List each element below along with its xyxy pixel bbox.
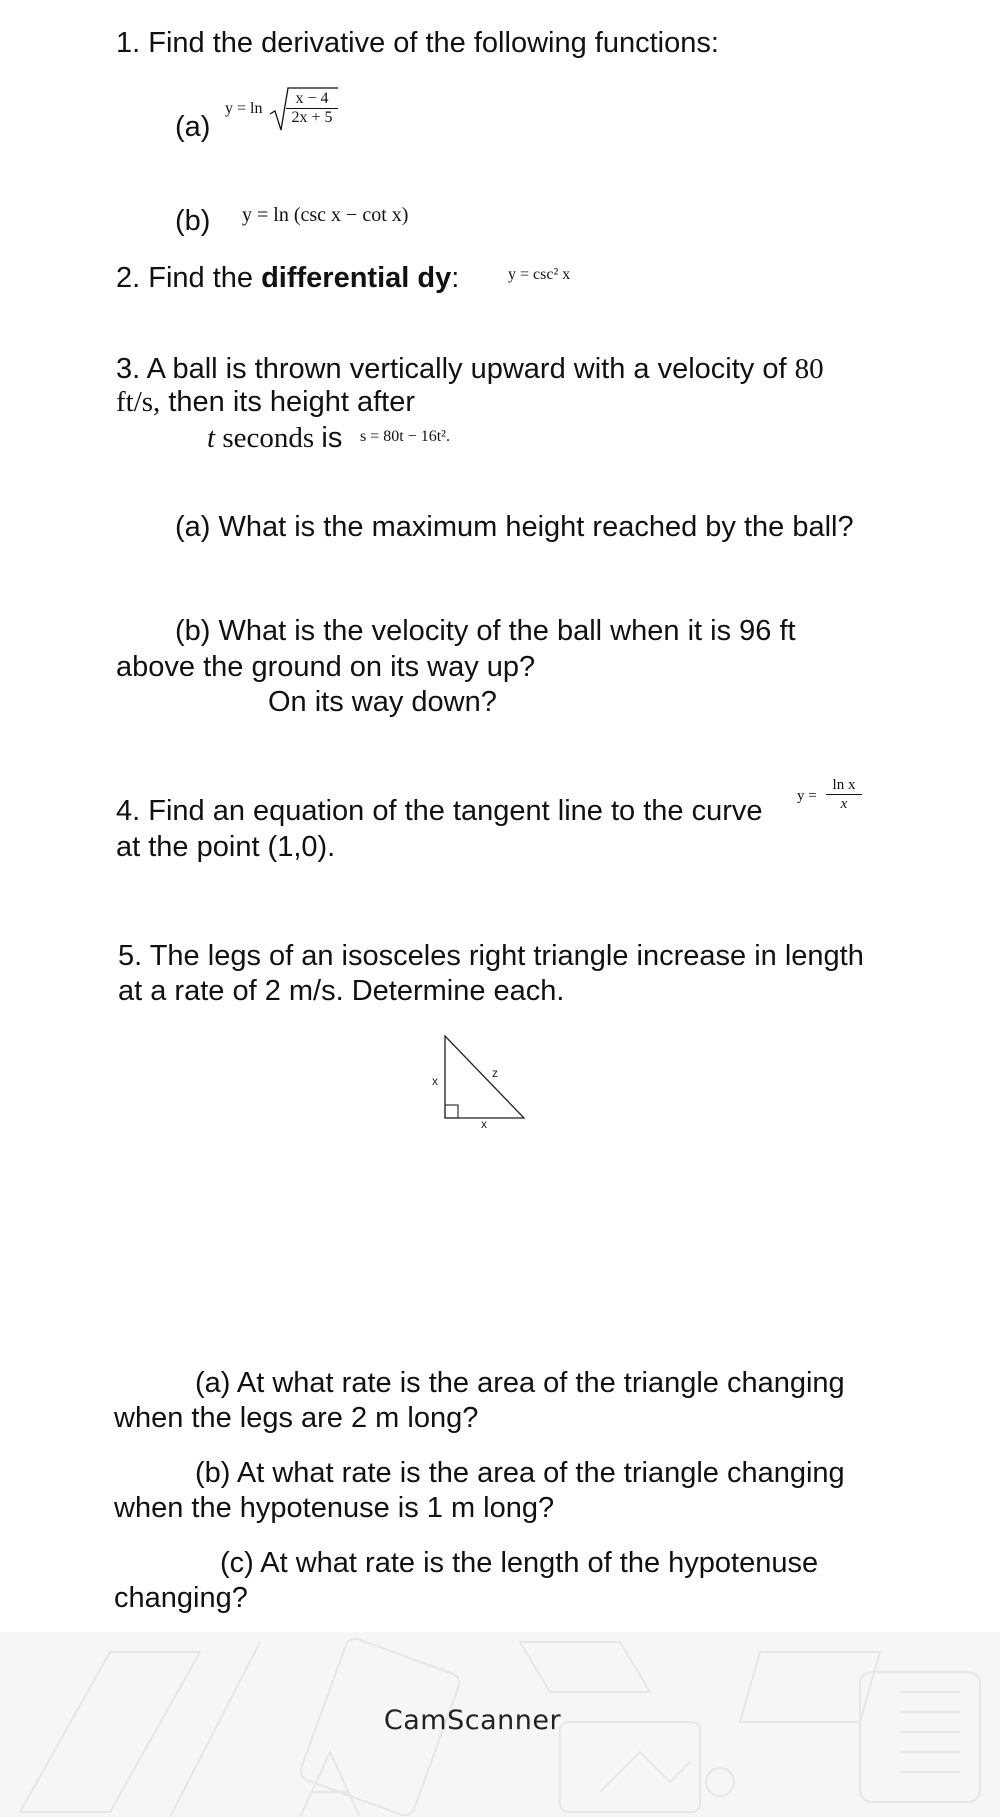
q3-line1 <box>116 352 824 387</box>
q3-unit: ft/s, <box>116 386 161 418</box>
q1a-denominator: 2x + 5 <box>291 109 333 126</box>
q1a-fraction <box>286 90 338 127</box>
q5-line1: 5. The legs of an isosceles right triangle increase in length <box>118 940 864 972</box>
q1a-label: (a) <box>175 111 211 143</box>
q2-colon: : <box>451 262 460 294</box>
q4-fraction <box>826 776 862 813</box>
q1b-expr: y = ln (csc x − cot x) <box>242 204 409 226</box>
scanner-brand: CamScanner <box>383 1705 562 1736</box>
q2-expr: y = csc² x <box>508 266 571 283</box>
q3-line3 <box>207 421 342 456</box>
q3-line1a: 3. A ball is thrown vertically upward with a velocity of <box>116 353 795 385</box>
q2-line <box>116 261 459 296</box>
q5b-line2: when the hypotenuse is 1 m long? <box>114 1492 555 1524</box>
q3-is: is <box>321 422 343 454</box>
q4-numerator: ln x <box>826 776 862 795</box>
q5b-line1: (b) At what rate is the area of the triangle changing <box>195 1457 845 1489</box>
q5a-line1: (a) At what rate is the area of the triangle changing <box>195 1367 845 1399</box>
q2-bold: differential dy <box>261 262 452 294</box>
triangle-diagram <box>438 1030 528 1120</box>
triangle-label-z: z <box>492 1066 498 1080</box>
q5a-line2: when the legs are 2 m long? <box>114 1402 479 1434</box>
triangle-label-bottom-x: x <box>481 1117 487 1131</box>
q5-line2: at a rate of 2 m/s. Determine each. <box>118 975 565 1007</box>
q3-seconds: seconds <box>215 422 322 454</box>
q3-expr: s = 80t − 16t². <box>360 428 450 445</box>
q4-denominator: x <box>840 796 848 812</box>
q4-line1: 4. Find an equation of the tangent line to the curve <box>116 795 763 827</box>
q3-velocity: 80 <box>794 353 824 385</box>
q3b-line2: above the ground on its way up? <box>116 651 536 683</box>
q3b-line1: (b) What is the velocity of the ball when it is 96 ft <box>175 615 796 647</box>
q1a-lhs: y = ln <box>225 100 263 117</box>
q4-line2: at the point (1,0). <box>116 831 336 863</box>
q1-heading: 1. Find the derivative of the following functions: <box>116 27 719 59</box>
q3b-line3: On its way down? <box>268 686 497 718</box>
q3-line2b: then its height after <box>160 386 416 418</box>
q1b-label: (b) <box>175 205 211 237</box>
q3-line2 <box>116 385 415 420</box>
triangle-label-left-x: x <box>432 1074 438 1088</box>
q5c-line2: changing? <box>114 1582 248 1614</box>
q2-prefix: 2. Find the <box>116 262 262 294</box>
q4-y-eq: y = <box>797 788 817 804</box>
q5c-line1: (c) At what rate is the length of the hypotenuse <box>220 1547 819 1579</box>
q3-t: t <box>207 422 216 454</box>
q3a: (a) What is the maximum height reached by the ball? <box>175 511 854 543</box>
q1a-numerator: x − 4 <box>286 90 338 109</box>
